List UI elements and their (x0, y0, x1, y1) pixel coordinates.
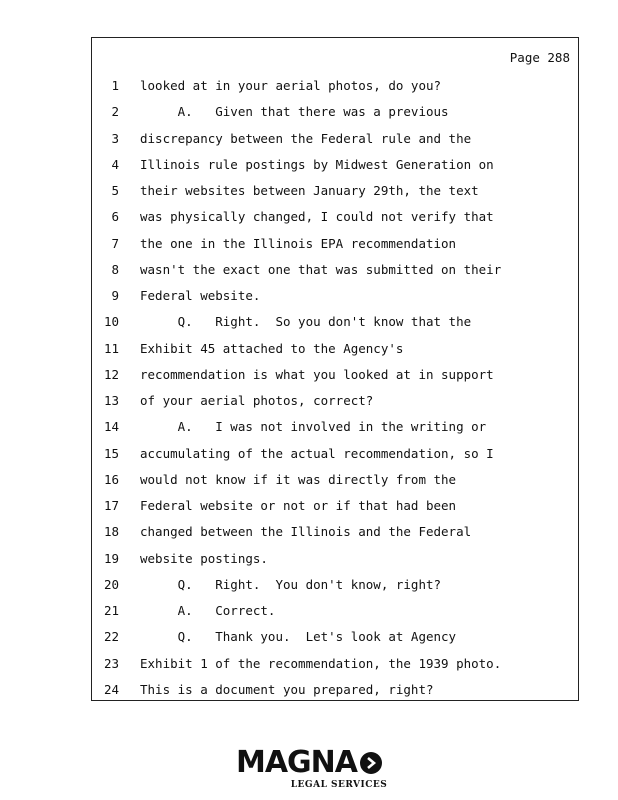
line-text: of your aerial photos, correct? (140, 393, 374, 408)
line-number: 17 (103, 498, 119, 513)
line-text: their websites between January 29th, the text (140, 183, 479, 198)
line-text: accumulating of the actual recommendation, so I (140, 445, 494, 461)
chevron-right-circle-icon (360, 752, 382, 774)
transcript-line (92, 204, 578, 230)
transcript-page (91, 37, 579, 701)
transcript-line (92, 467, 578, 493)
line-text: This is a document you prepared, right? (140, 681, 434, 697)
transcript-line (92, 624, 578, 650)
line-number: 9 (111, 288, 119, 303)
transcript-lines (92, 73, 578, 703)
logo-wordmark: MAGNA (235, 745, 358, 780)
line-number: 12 (103, 366, 119, 382)
transcript-line (92, 414, 578, 440)
line-text: Illinois rule postings by Midwest Generation on (140, 156, 494, 172)
line-number: 1 (111, 78, 119, 93)
transcript-line (92, 152, 578, 178)
transcript-line (92, 362, 578, 388)
line-text: Federal website. (140, 288, 261, 303)
transcript-line (92, 73, 578, 99)
transcript-line (92, 546, 578, 572)
line-number: 19 (103, 550, 119, 566)
line-number: 24 (103, 681, 119, 697)
logo-subtitle: LEGAL SERVICES (290, 780, 388, 790)
line-number: 3 (111, 130, 119, 146)
line-text: recommendation is what you looked at in support (140, 366, 494, 382)
transcript-line (92, 519, 578, 545)
transcript-line (92, 309, 578, 335)
line-number: 2 (111, 104, 119, 120)
line-number: 23 (103, 655, 119, 671)
transcript-line (92, 231, 578, 257)
transcript-line (92, 257, 578, 283)
line-text: looked at in your aerial photos, do you? (140, 78, 442, 93)
transcript-line (92, 283, 578, 309)
line-number: 4 (111, 156, 119, 172)
transcript-line (92, 572, 578, 598)
transcript-line (92, 441, 578, 467)
line-number: 7 (111, 235, 119, 251)
line-text: discrepancy between the Federal rule and the (140, 130, 472, 146)
line-text: Q. Right. You don't know, right? (140, 576, 442, 592)
transcript-line (92, 336, 578, 362)
line-number: 20 (103, 576, 119, 592)
line-number: 15 (103, 445, 119, 461)
line-number: 11 (103, 340, 119, 356)
magna-logo (0, 745, 618, 790)
line-number: 18 (103, 524, 119, 540)
line-number: 14 (103, 419, 119, 435)
transcript-line (92, 493, 578, 519)
line-number: 6 (111, 209, 119, 225)
line-number: 21 (103, 603, 119, 618)
line-number: 5 (111, 183, 119, 198)
transcript-line (92, 651, 578, 677)
transcript-line (92, 677, 578, 703)
line-text: would not know if it was directly from the (140, 471, 457, 487)
transcript-line (92, 598, 578, 624)
page-number: Page 288 (509, 50, 570, 65)
line-number: 10 (103, 314, 119, 330)
line-text: changed between the Illinois and the Federal (140, 524, 472, 540)
line-text: Exhibit 1 of the recommendation, the 1939 photo. (140, 655, 502, 671)
line-text: A. I was not involved in the writing or (140, 419, 487, 435)
line-text: Q. Right. So you don't know that the (140, 314, 472, 330)
transcript-line (92, 388, 578, 414)
line-number: 22 (103, 629, 119, 645)
transcript-line (92, 178, 578, 204)
line-number: 16 (103, 471, 119, 487)
transcript-line (92, 126, 578, 152)
line-number: 8 (111, 261, 119, 277)
line-text: the one in the Illinois EPA recommendation (140, 235, 457, 251)
transcript-line (92, 99, 578, 125)
line-text: A. Correct. (140, 603, 276, 618)
line-text: A. Given that there was a previous (140, 104, 449, 120)
line-text: Q. Thank you. Let's look at Agency (140, 629, 457, 645)
line-number: 13 (103, 393, 119, 408)
line-text: website postings. (140, 550, 268, 566)
line-text: was physically changed, I could not verify that (140, 209, 494, 225)
line-text: wasn't the exact one that was submitted on their (140, 261, 502, 277)
line-text: Federal website or not or if that had been (140, 498, 457, 513)
line-text: Exhibit 45 attached to the Agency's (140, 340, 404, 356)
